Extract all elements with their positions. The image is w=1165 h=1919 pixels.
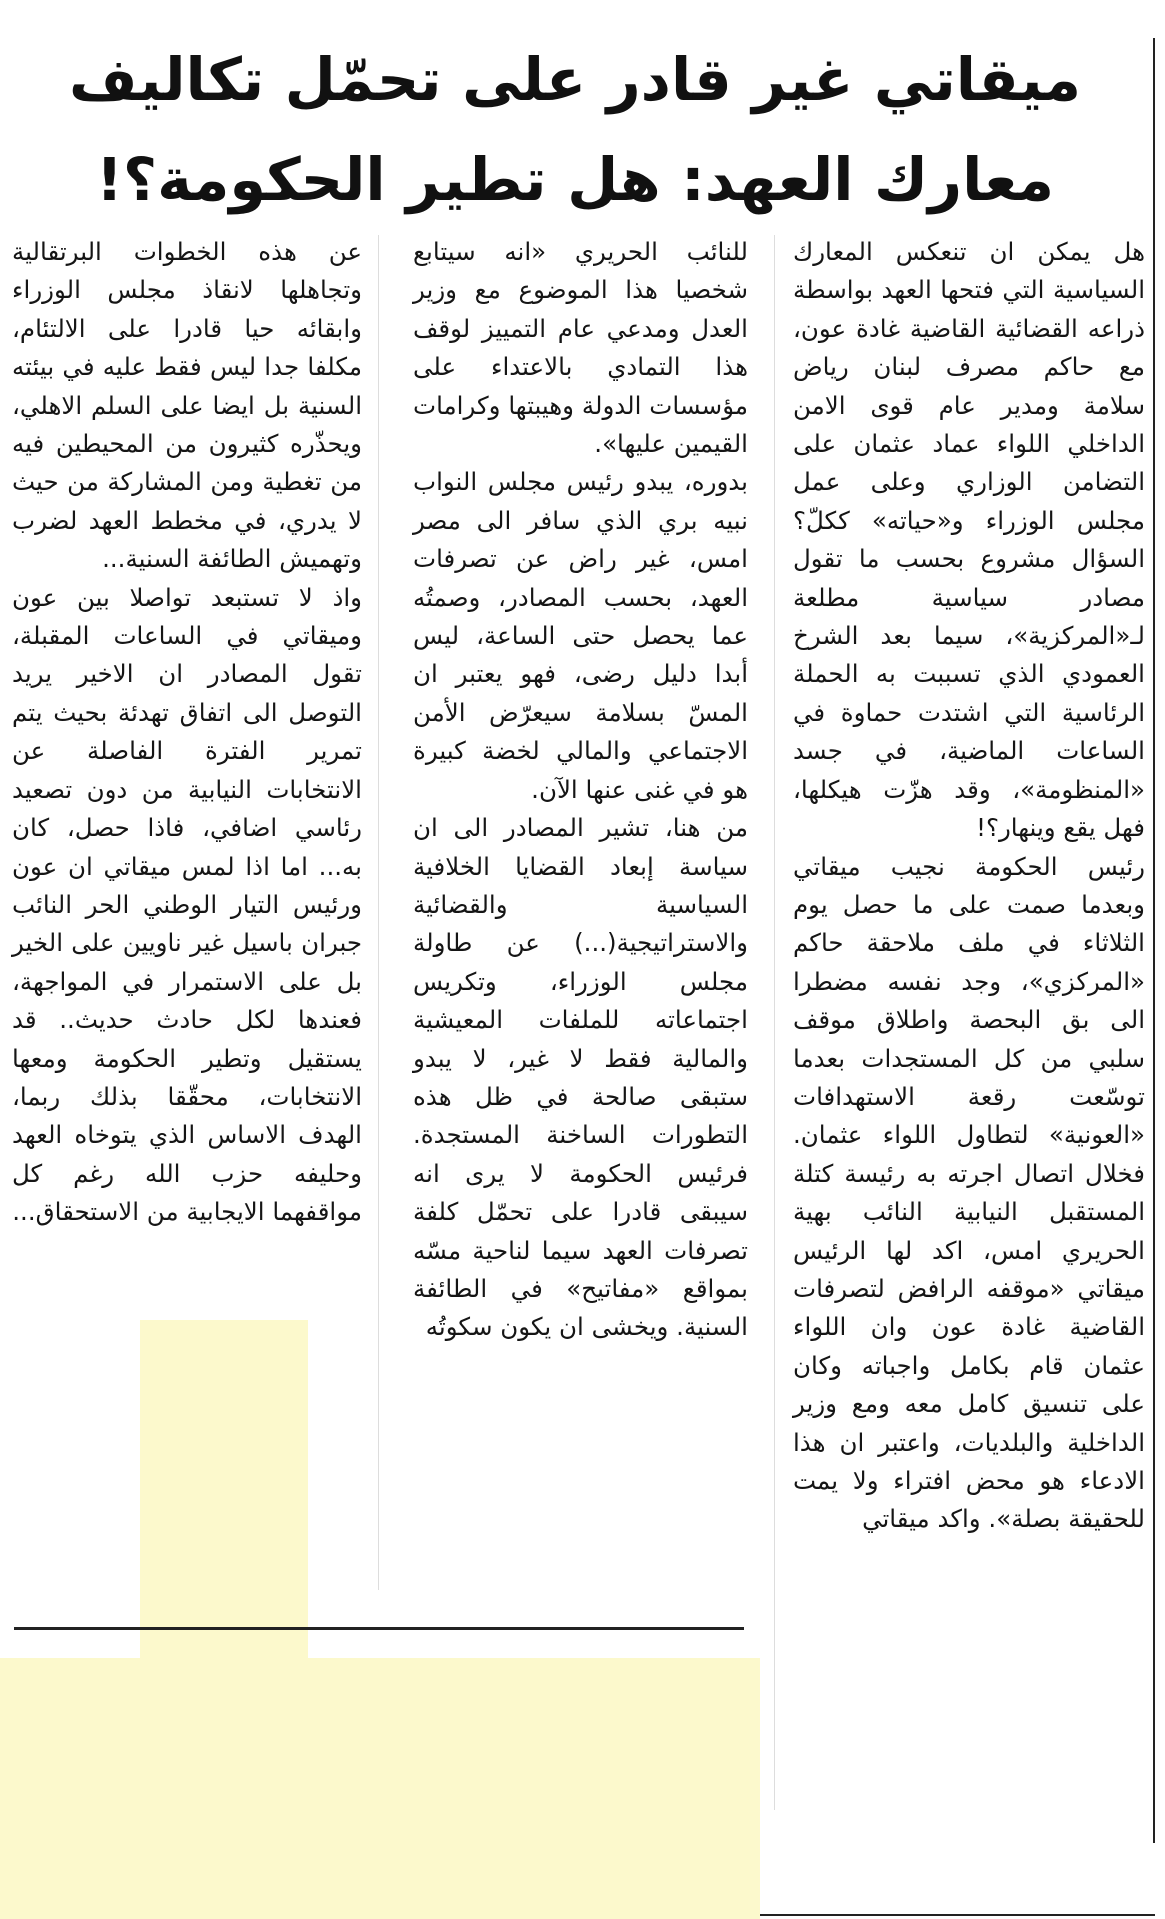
column-2-paragraph-1: للنائب الحريري «انه سيتابع شخصيا هذا الموضوع مع وزير العدل ومدعي عام التمييز لوقف هذا التمادي بالاعتداء على مؤسسات الدولة وهيبتها وكرامات القيمين عليها». [413,237,748,459]
column-2-paragraph-2: بدوره، يبدو رئيس مجلس النواب نبيه بري الذي سافر الى مصر امس، غير راض عن تصرفات العهد، بحسب المصادر، وصمتُه عما يحصل حتى الساعة، ليس أبدا دليل رضى، فهو يعتبر ان المسّ بسلامة سيعرّض الأمن الاجتماعي والمالي لخضة كبيرة هو في غنى عنها الآن. [413,467,748,804]
article-column-1 [793,233,1145,1539]
column-1-paragraph-2: رئيس الحكومة نجيب ميقاتي وبعدما صمت على ما حصل يوم الثلاثاء في ملف ملاحقة حاكم «المركزي»، وجد نفسه مضطرا الى بق البحصة واطلاق موقف سلبي من كل المستجدات بعدما توسّعت رقعة الاستهدافات «العونية» لتطاول اللواء عثمان. فخلال اتصال اجرته به رئيسة كتلة المستقبل النيابية النائب بهية الحريري امس، اكد لها الرئيس ميقاتي «موقفه الرافض لتصرفات القاضية غادة عون وان اللواء عثمان قام بكامل واجباته وكان على تنسيق كامل معه ومع وزير الداخلية والبلديات، واعتبر ان هذا الادعاء هو محض افتراء ولا يمت للحقيقة بصلة». واكد ميقاتي [793,851,1145,1534]
column-2-paragraph-3: من هنا، تشير المصادر الى ان سياسة إبعاد القضايا الخلافية السياسية والقضائية والاستراتيجية(...) عن طاولة مجلس الوزراء، وتكريس اجتماعاته للملفات المعيشية والمالية فقط لا غير، لا يبدو ستبقى صالحة في ظل هذه التطورات الساخنة المستجدة. فرئيس الحكومة لا يرى انه سيبقى قادرا على تحمّل كلفة تصرفات العهد سيما لناحية مسّه بمواقع «مفاتيح» في الطائفة السنية. ويخشى ان يكون سكوتُه [413,813,748,1342]
highlight-strip [140,1320,308,1660]
bottom-rule [760,1914,1155,1916]
column-1-paragraph-1: هل يمكن ان تنعكس المعارك السياسية التي فتحها العهد بواسطة ذراعه القضائية القاضية غادة عون، مع حاكم مصرف لبنان رياض سلامة ومدير عام قوى الامن الداخلي اللواء عماد عثمان على التضامن الوزاري وعلى عمل مجلس الوزراء و«حياته» ككلّ؟ السؤال مشروع بحسب ما تقول مصادر سياسية مطلعة لـ«المركزية»، سيما بعد الشرخ العمودي الذي تسببت به الحملة الرئاسية التي اشتدت حماوة في الساعات الماضية، في جسد «المنظومة»، وقد هزّت هيكلها، فهل يقع وينهار؟! [793,237,1145,843]
column-3-paragraph-1: عن هذه الخطوات البرتقالية وتجاهلها لانقاذ مجلس الوزراء وابقائه حيا قادرا على الالتئام، مكلفا جدا ليس فقط عليه في بيئته السنية بل ايضا على السلم الاهلي، ويحذّره كثيرون من المحيطين فيه من تغطية ومن المشاركة من حيث لا يدري، في مخطط العهد لضرب وتهميش الطائفة السنية... [12,237,362,574]
article-column-3 [12,233,362,1232]
headline-line-2: معارك العهد: هل تطير الحكومة؟! [95,145,1055,214]
article-headline [20,30,1130,230]
column-divider [378,235,379,1590]
column-3-paragraph-2: واذ لا تستبعد تواصلا بين عون وميقاتي في الساعات المقبلة، تقول المصادر ان الاخير يريد التوصل الى اتفاق تهدئة بحيث يتم تمرير الفترة الفاصلة عن الانتخابات النيابية من دون تصعيد رئاسي اضافي، فاذا حصل، كان به... اما اذا لمس ميقاتي ان عون ورئيس التيار الوطني الحر النائب جبران باسيل غير ناويين على الخير بل على الاستمرار في المواجهة، فعندها لكل حادث حديث.. قد يستقيل وتطير الحكومة ومعها الانتخابات، محقّقا بذلك ربما، الهدف الاساس الذي يتوخاه العهد وحليفه حزب الله رغم كل مواقفهما الايجابية من الاستحقاق... [12,582,362,1227]
section-rule [14,1627,744,1630]
highlight-block [0,1658,760,1919]
page-edge-rule [1153,38,1155,1843]
column-divider [774,235,775,1810]
headline-line-1: ميقاتي غير قادر على تحمّل تكاليف [69,45,1081,114]
article-column-2 [413,233,748,1347]
